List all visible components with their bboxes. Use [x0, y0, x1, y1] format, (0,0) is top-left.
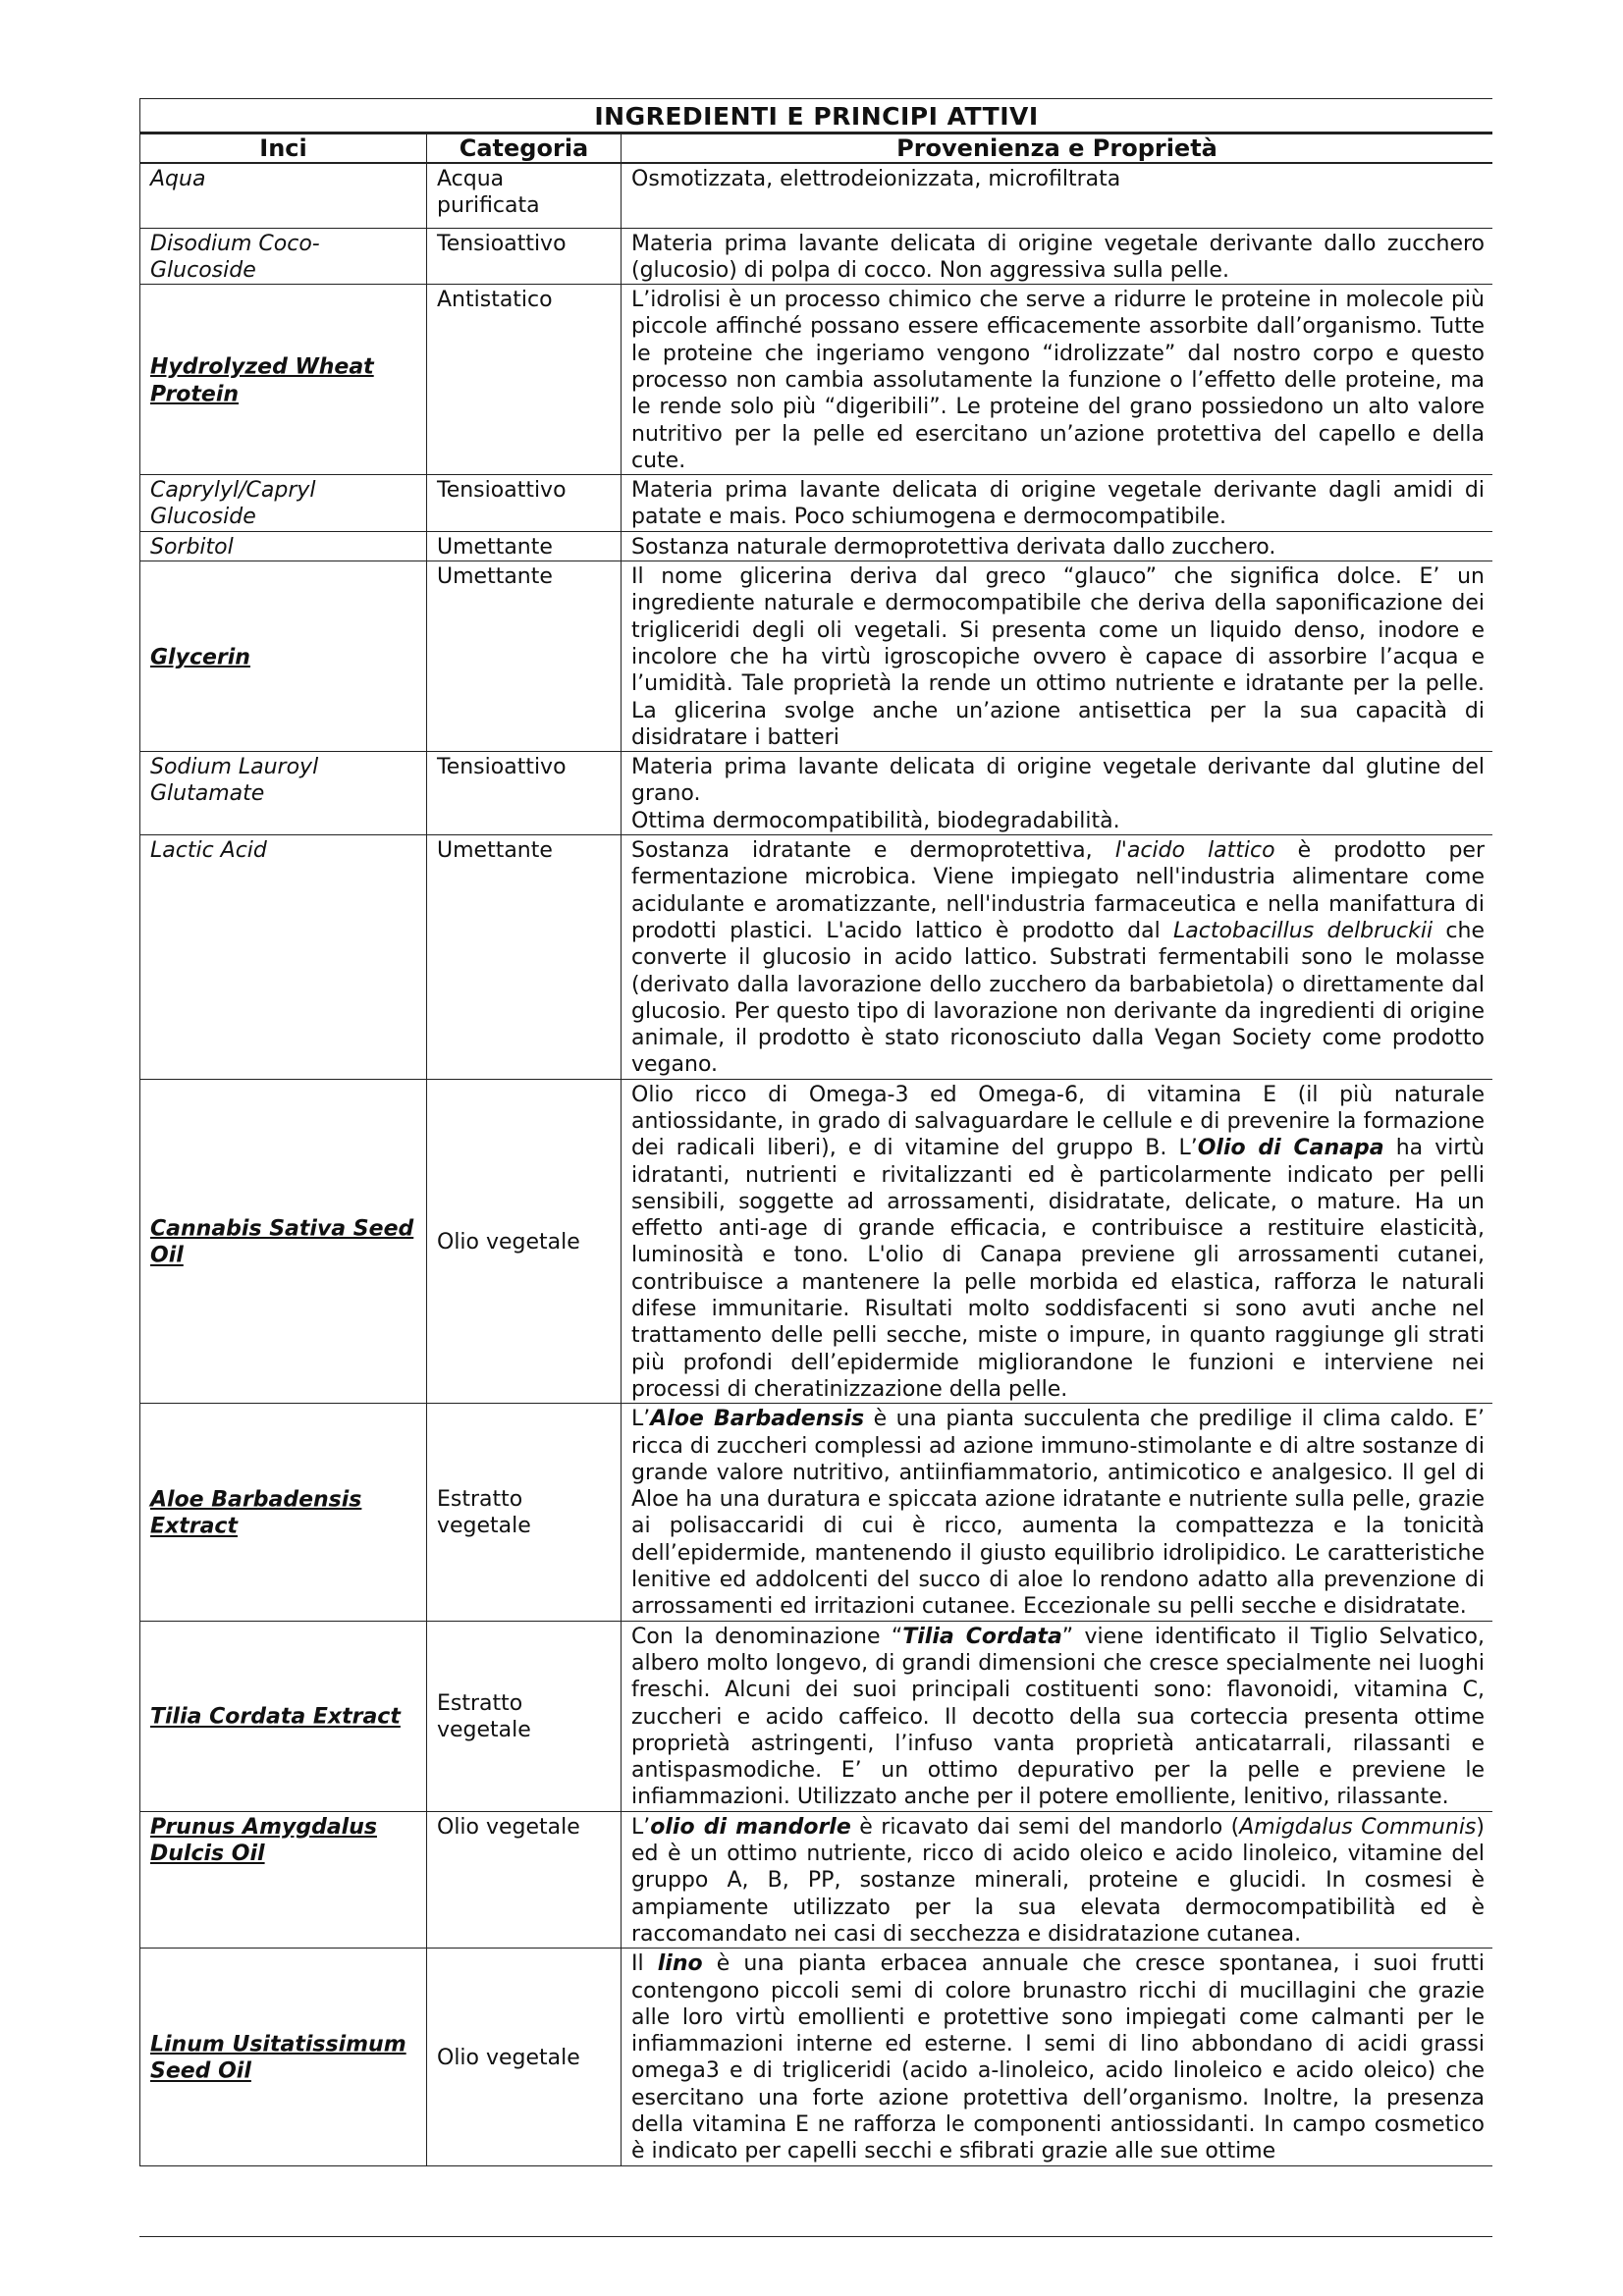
ingredients-table — [139, 98, 1492, 2166]
properties-text: L’ — [631, 1407, 651, 1432]
properties-text: Olio ricco di Omega-3 ed Omega-6, di vitamina E (il più naturale antiossidante, in grado di salvaguardare le cellule e di prevenire la formazione dei radicali liberi), e di vitamine del gruppo B. L’ — [631, 1082, 1485, 1161]
category-cell: Antistatico — [427, 285, 622, 475]
properties-cell: L’idrolisi è un processo chimico che serve a ridurre le proteine in molecole più piccole affinché possano essere efficacemente assorbite dall’organismo. Tutte le proteine che ingeriamo vengono “idrolizzate” dal nostro corpo e questo processo non cambia assolutamente la funzione o l’effetto delle proteine, ma le rende solo più “digeribili”. Le proteine del grano possiedono un alto valore nutritivo per la pelle ed esercitano un’azione protettiva del capello e della cute. — [622, 285, 1493, 475]
column-header-category: Categoria — [427, 133, 622, 164]
table-header-row — [140, 133, 1493, 164]
table-row — [140, 531, 1493, 561]
properties-text: Con la denominazione “ — [631, 1624, 903, 1649]
properties-text-2: Ottima dermocompatibilità, biodegradabilità. — [631, 808, 1120, 833]
inci-cell — [140, 531, 427, 561]
inci-cell — [140, 1949, 427, 2165]
inci-cell — [140, 1811, 427, 1948]
inci-cell — [140, 285, 427, 475]
inci-cell — [140, 561, 427, 752]
properties-cell: Osmotizzata, elettrodeionizzata, microfiltrata — [622, 163, 1493, 228]
properties-cell — [622, 1404, 1493, 1621]
inci-name: Hydrolyzed Wheat Protein — [150, 354, 374, 406]
properties-text: ) ed è un ottimo nutriente, ricco di acido oleico e acido linoleico, vitamine del gruppo A, B, PP, sostanze minerali, proteine e glucidi. In cosmesi è ampiamente utilizzato per la sua elevata dermocompatibilità ed è raccomandato nei casi di secchezza e disidratazione cutanea. — [631, 1814, 1485, 1947]
properties-emphasis: Tilia Cordata — [902, 1624, 1062, 1649]
properties-emphasis: l'acido lattico — [1114, 838, 1275, 864]
properties-text: Materia prima lavante delicata di origine vegetale derivante dal glutine del grano. — [631, 755, 1485, 807]
table-row — [140, 835, 1493, 1080]
inci-name: Sorbitol — [150, 534, 234, 560]
table-row — [140, 1949, 1493, 2165]
inci-name: Disodium Coco-Glucoside — [150, 231, 320, 283]
inci-name: Lactic Acid — [150, 838, 267, 864]
category-cell: Tensioattivo — [427, 228, 622, 285]
inci-cell — [140, 228, 427, 285]
inci-name: Glycerin — [150, 645, 250, 670]
document-title: INGREDIENTI E PRINCIPI ATTIVI — [140, 99, 1493, 133]
table-row — [140, 561, 1493, 752]
inci-name: Sodium Lauroyl Glutamate — [150, 755, 319, 807]
table-row — [140, 285, 1493, 475]
properties-cell — [622, 752, 1493, 835]
category-cell: Olio vegetale — [427, 1811, 622, 1948]
properties-emphasis: Aloe Barbadensis — [650, 1407, 865, 1432]
properties-emphasis: olio di mandorle — [650, 1814, 851, 1840]
properties-emphasis: Olio di Canapa — [1197, 1136, 1384, 1161]
table-row — [140, 228, 1493, 285]
table-row — [140, 1621, 1493, 1811]
inci-name: Aqua — [150, 167, 206, 191]
category-cell: Umettante — [427, 561, 622, 752]
properties-cell: Sostanza naturale dermoprotettiva derivata dallo zucchero. — [622, 531, 1493, 561]
properties-cell — [622, 1811, 1493, 1948]
category-cell: Tensioattivo — [427, 475, 622, 532]
properties-text: è prodotto per fermentazione microbica. Viene impiegato nell'industria alimentare come acidulante e aromatizzante, nell'industria farmaceutica e nella manifattura di prodotti plastici. L'acido lattico è prodotto dal — [631, 838, 1485, 943]
properties-cell: Il nome glicerina deriva dal greco “glauco” che significa dolce. E’ un ingrediente naturale e dermocompatibile che deriva della saponificazione dei trigliceridi degli oli vegetali. Si presenta come un liquido denso, inodore e incolore che ha virtù igroscopiche ovvero è capace di assorbire l’acqua e l’umidità. Tale proprietà la rende un ottimo nutriente e idratante per la pelle. La glicerina svolge anche un’azione antisettica per la sua capacità di disidratare i batteri — [622, 561, 1493, 752]
category-cell: Estratto vegetale — [427, 1404, 622, 1621]
inci-cell — [140, 1621, 427, 1811]
table-row — [140, 475, 1493, 532]
inci-name: Linum Usitatissimum Seed Oil — [150, 2032, 406, 2084]
column-header-properties: Provenienza e Proprietà — [622, 133, 1493, 164]
properties-text: Sostanza idratante e dermoprotettiva, — [631, 838, 1115, 864]
table-row — [140, 1404, 1493, 1621]
properties-emphasis: Amigdalus Communis — [1239, 1814, 1477, 1840]
properties-text: ha virtù idratanti, nutrienti e rivitalizzanti ed è particolarmente indicato per pelli sensibili, soggette ad arrossamenti, disidratate, delicate, o mature. Ha un effetto anti-age di grande efficacia, e contribuisce a restituire elasticità, luminosità e tono. L'olio di Canapa previene gli arrossamenti cutanei, contribuisce a mantenere la pelle morbida ed elastica, rafforza le naturali difese immunitarie. Risultati molto soddisfacenti si sono avuti anche nel trattamento delle pelli secche, miste o impure, in quanto raggiunge gli strati più profondi dell’epidermide migliorandone le funzioni e interviene nei processi di cheratinizzazione della pelle. — [631, 1136, 1485, 1402]
inci-name: Aloe Barbadensis Extract — [150, 1487, 362, 1539]
inci-cell — [140, 1404, 427, 1621]
category-cell: Umettante — [427, 531, 622, 561]
category-cell: Tensioattivo — [427, 752, 622, 835]
inci-cell — [140, 835, 427, 1080]
category-cell: Olio vegetale — [427, 1949, 622, 2165]
category-cell: Olio vegetale — [427, 1079, 622, 1404]
inci-cell — [140, 163, 427, 228]
ingredients-document — [139, 98, 1492, 2237]
properties-text: è ricavato dai semi del mandorlo ( — [850, 1814, 1240, 1840]
properties-text: Il — [631, 1951, 658, 1977]
properties-cell — [622, 1949, 1493, 2165]
category-cell: Umettante — [427, 835, 622, 1080]
inci-cell — [140, 752, 427, 835]
category-cell: Estratto vegetale — [427, 1621, 622, 1811]
properties-cell: Materia prima lavante delicata di origine vegetale derivante dallo zucchero (glucosio) di polpa di cocco. Non aggressiva sulla pelle. — [622, 228, 1493, 285]
inci-name: Caprylyl/Capryl Glucoside — [150, 478, 316, 530]
properties-text: ” viene identificato il Tiglio Selvatico, albero molto longevo, di grandi dimensioni che cresce specialmente nei luoghi freschi. Alcuni dei suoi principali costituenti sono: flavonoidi, vitamina C, zuccheri e acido caffeico. Il decotto della sua corteccia presenta ottime proprietà astringenti, l’infuso vanta proprietà anticatarrali, rilassanti e antispasmodiche. E’ un ottimo depurativo per la pelle e previene le infiammazioni. Utilizzato anche per il potere emolliente, lenitivo, rilassante. — [631, 1624, 1485, 1810]
properties-emphasis: lino — [657, 1951, 703, 1977]
inci-name: Prunus Amygdalus Dulcis Oil — [150, 1814, 377, 1867]
table-row — [140, 1811, 1493, 1948]
table-row — [140, 1079, 1493, 1404]
properties-cell — [622, 835, 1493, 1080]
inci-cell — [140, 475, 427, 532]
properties-text: che converte il glucosio in acido lattico. Substrati fermentabili sono le molasse (derivato dalla lavorazione dello zucchero da barbabietola) o direttamente dal glucosio. Per questo tipo di lavorazione non derivante da ingredienti di origine animale, il prodotto è stato riconosciuto dalla Vegan Society come prodotto vegano. — [631, 918, 1485, 1078]
column-header-inci: Inci — [140, 133, 427, 164]
category-cell: Acqua purificata — [427, 163, 622, 228]
table-row — [140, 163, 1493, 228]
inci-cell — [140, 1079, 427, 1404]
inci-name: Tilia Cordata Extract — [150, 1704, 401, 1730]
properties-text: è una pianta erbacea annuale che cresce spontanea, i suoi frutti contengono piccoli semi di colore brunastro ricchi di mucillagini che grazie alle loro virtù emollienti e protettive sono impiegati come calmanti per le infiammazioni interne ed esterne. I semi di lino abbondano di acidi grassi omega3 e di trigliceridi (acido a-linoleico, acido linoleico e acido oleico) che esercitano una forte azione protettiva dell’organismo. Inoltre, la presenza della vitamina E ne rafforza le componenti antiossidanti. In campo cosmetico è indicato per capelli secchi e sfibrati grazie alle sue ottime — [631, 1951, 1485, 2164]
properties-text: è una pianta succulenta che predilige il clima caldo. E’ ricca di zuccheri complessi ad azione immuno-stimolante e di altre sostanze di grande valore nutritivo, antiinfiammatorio, antimicotico e analgesico. Il gel di Aloe ha una duratura e spiccata azione idratante e nutriente sulla pelle, grazie ai polisaccaridi di cui è ricco, aumenta la compattezza e la tonicità dell’epidermide, mantenendo il giusto equilibrio idrolipidico. Le caratteristiche lenitive ed addolcenti del succo di aloe lo rendono adatto alla prevenzione di arrossamenti ed irritazioni cutanee. Eccezionale su pelli secche e disidratate. — [631, 1407, 1485, 1620]
inci-name: Cannabis Sativa Seed Oil — [150, 1216, 414, 1268]
properties-emphasis: Lactobacillus delbruckii — [1172, 918, 1434, 943]
properties-cell: Materia prima lavante delicata di origine vegetale derivante dagli amidi di patate e mais. Poco schiumogena e dermocompatibile. — [622, 475, 1493, 532]
properties-cell — [622, 1079, 1493, 1404]
table-wrapper — [139, 98, 1492, 2237]
properties-cell — [622, 1621, 1493, 1811]
table-row — [140, 752, 1493, 835]
properties-text: L’ — [631, 1814, 651, 1840]
